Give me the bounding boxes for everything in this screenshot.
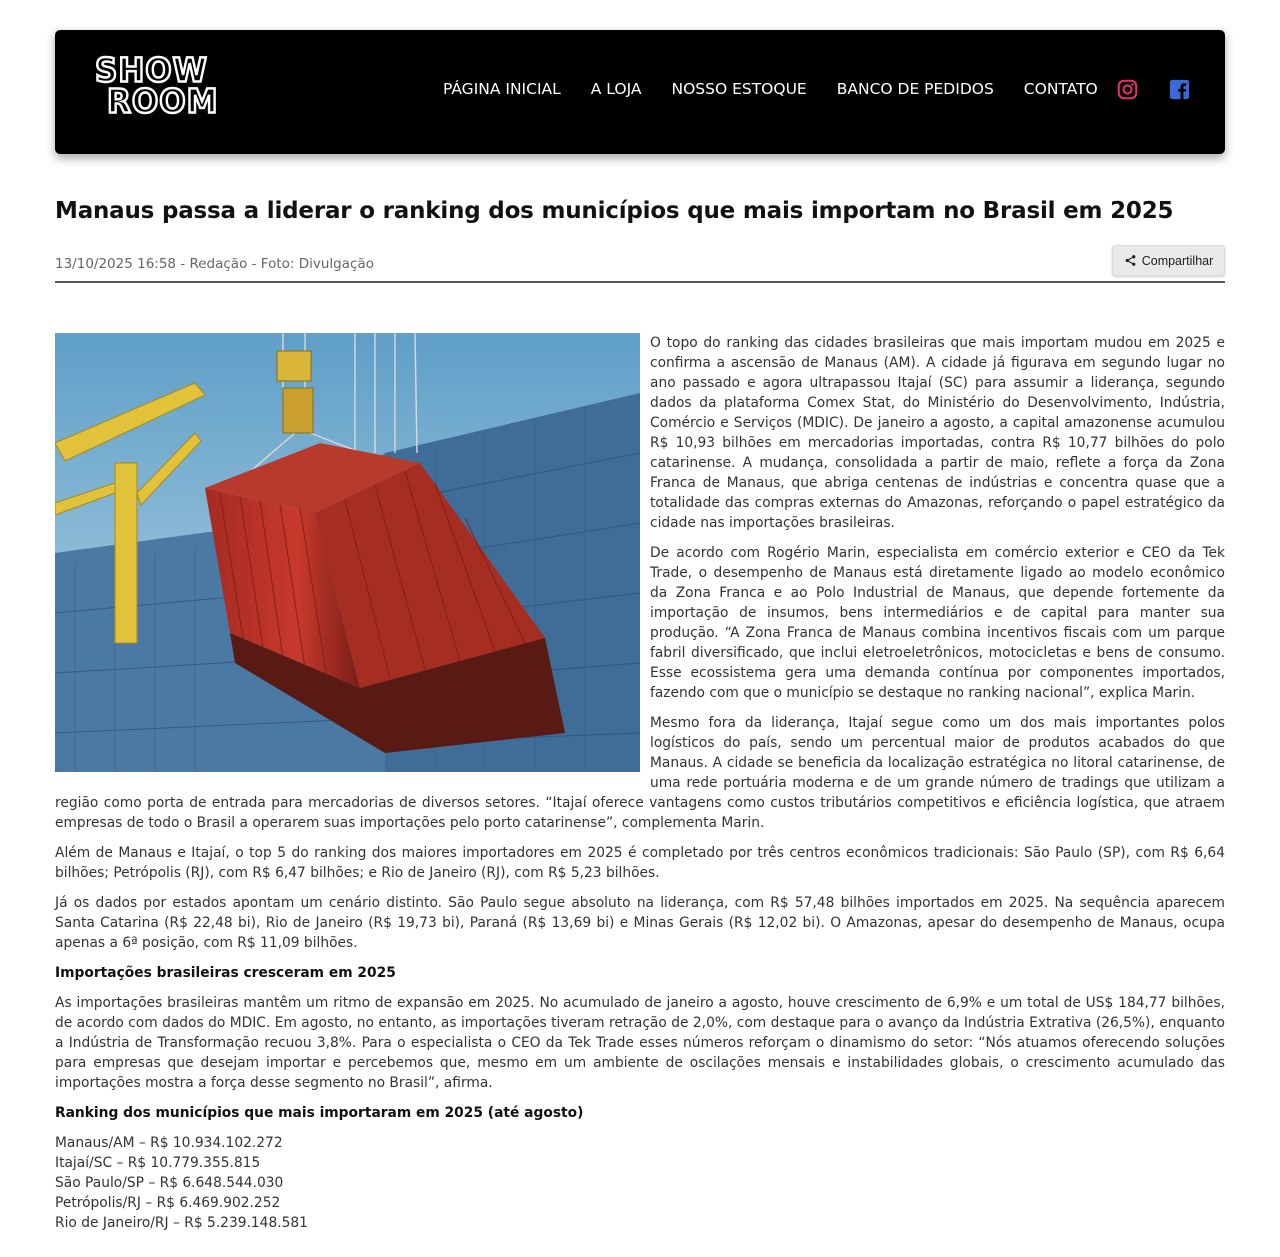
list-item: Petrópolis/RJ – R$ 6.469.902.252 (55, 1195, 281, 1211)
list-item: São Paulo/SP – R$ 6.648.544.030 (55, 1175, 284, 1191)
list-item: Manaus/AM – R$ 10.934.102.272 (55, 1135, 283, 1151)
paragraph-6: As importações brasileiras mantêm um ritmo de expansão em 2025. No acumulado de janeiro a agosto, houve crescimento de 6,9% e um total de US$ 184,77 bilhões, de acordo com dados do MDIC. Em agosto, no entanto, as importações tiveram retração de 2,0%, com destaque para o avanço da Indústria Extrativa (26,5%), enquanto a Indústria de Transformação recuou 3,8%. Para o especialista o CEO da Tek Trade esses números reforçam o dinamismo do setor: “Nós atuamos oferecendo soluções para empresas que desejam importar e percebemos que, mesmo em um ambiente de oscilações mensais e instabilidades globais, o crescimento acumulado das importações mostra a força desse segmento no Brasil”, afirma. (55, 995, 1225, 1091)
paragraph-1: O topo do ranking das cidades brasileiras que mais importam mudou em 2025 e confirma a ascensão de Manaus (AM). A cidade já figurava em segundo lugar no ano passado e agora ultrapassou Itajaí (SC) para assumir a liderança, segundo dados da plataforma Comex Stat, do Ministério do Desenvolvimento, Indústria, Comércio e Serviços (MDIC). De janeiro a agosto, a capital amazonense acumulou R$ 10,93 bilhões em mercadorias importadas, contra R$ 10,77 bilhões do polo catarinense. A mudança, consolidada a partir de maio, reflete a força da Zona Franca de Manaus, que abriga centenas de indústrias e concentra quase que a totalidade das compras externas do Amazonas, reforçando o papel estratégico da cidade nas importações brasileiras. (650, 335, 1225, 531)
site-header (55, 30, 1225, 154)
list-item: Rio de Janeiro/RJ – R$ 5.239.148.581 (55, 1215, 308, 1231)
article-title: Manaus passa a liderar o ranking dos municípios que mais importam no Brasil em 2025 (55, 198, 1174, 224)
paragraph-5: Já os dados por estados apontam um cenário distinto. São Paulo segue absoluto na liderança, com R$ 57,48 bilhões importados em 2025. Na sequência aparecem Santa Catarina (R$ 22,48 bi), Rio de Janeiro (R$ 19,73 bi), Paraná (R$ 13,69 bi) e Minas Gerais (R$ 12,02 bi). O Amazonas, apesar do desempenho de Manaus, ocupa apenas a 6ª posição, com R$ 11,09 bilhões. (55, 895, 1225, 951)
nav-pagina-inicial[interactable]: PÁGINA INICIAL (443, 80, 561, 98)
ranking-list (55, 1133, 1225, 1233)
nav-contato[interactable]: CONTATO (1023, 80, 1098, 98)
article-photo (55, 333, 640, 772)
nav-nosso-estoque[interactable]: NOSSO ESTOQUE (671, 80, 807, 98)
subheading-imports-growth: Importações brasileiras cresceram em 2025 (55, 965, 396, 981)
logo-line-1: SHOW (95, 52, 208, 90)
paragraph-2: De acordo com Rogério Marin, especialista em comércio exterior e CEO da Tek Trade, o desempenho de Manaus está diretamente ligado ao modelo econômico da Zona Franca e ao Polo Industrial de Manaus, que depende fortemente da importação de insumos, bens intermediários e de capital para manter sua produção. “A Zona Franca de Manaus combina incentivos fiscais com um parque fabril diversificado, que inclui eletroeletrônicos, motocicletas e bens de consumo. Esse ecossistema gera uma demanda contínua por componentes importados, fazendo com que o município se destaque no ranking nacional”, explica Marin. (650, 545, 1225, 701)
share-icon (1124, 254, 1137, 267)
main-nav (443, 80, 1128, 98)
logo-line-2: ROOM (107, 83, 219, 121)
paragraph-3: Mesmo fora da liderança, Itajaí segue como um dos mais importantes polos logísticos do país, sendo um percentual maior de produtos acabados do que Manaus. A cidade se beneficia da localização estratégica no litoral catarinense, de uma rede portuária moderna e de um grande número de tradings que utilizam a região como porta de entrada para mercadorias de diversos setores. “Itajaí oferece vantagens como custos tributários competitivos e eficiência logística, que atraem empresas de todo o Brasil a operarem suas importações pelo porto catarinense”, complementa Marin. (55, 715, 1225, 831)
list-item: Itajaí/SC – R$ 10.779.355.815 (55, 1155, 261, 1171)
nav-banco-de-pedidos[interactable]: BANCO DE PEDIDOS (836, 80, 994, 98)
showroom-logo[interactable] (95, 52, 275, 126)
nav-a-loja[interactable]: A LOJA (590, 80, 642, 98)
share-button[interactable] (1112, 245, 1225, 276)
subheading-ranking: Ranking dos municípios que mais importaram em 2025 (até agosto) (55, 1105, 584, 1121)
container-crane-illustration (55, 333, 640, 772)
share-label: Compartilhar (1141, 253, 1214, 268)
facebook-icon[interactable] (1168, 78, 1190, 100)
article-meta: 13/10/2025 16:58 - Redação - Foto: Divulgação (55, 256, 374, 272)
paragraph-4: Além de Manaus e Itajaí, o top 5 do ranking dos maiores importadores em 2025 é completado por três centros econômicos tradicionais: São Paulo (SP), com R$ 6,64 bilhões; Petrópolis (RJ), com R$ 6,47 bilhões; e Rio de Janeiro (RJ), com R$ 5,23 bilhões. (55, 845, 1225, 881)
instagram-icon[interactable] (1116, 78, 1138, 100)
title-divider (55, 281, 1225, 283)
article-body (55, 333, 1225, 1233)
